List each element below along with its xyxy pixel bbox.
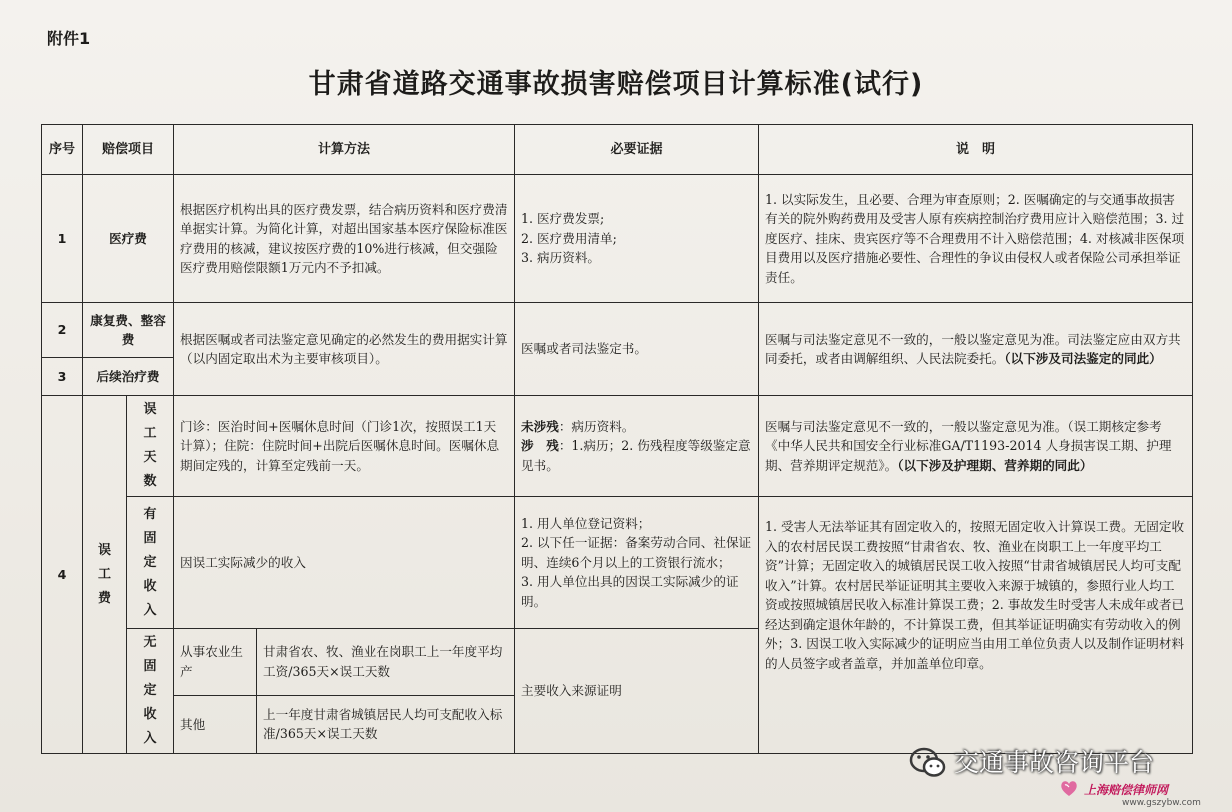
row4-item [83,396,127,754]
row1-method: 根据医疗机构出具的医疗费发票，结合病历资料和医疗费清单据实计算。为简化计算，对超出国家基本医疗保险标准医疗费用的核减，建议按医疗费的10%进行核减，但交强险医疗费用赔偿限额1万元内不予扣减。 [174,175,515,303]
row4-nonfixed-evidence: 主要收入来源证明 [515,629,759,754]
wechat-icon [908,743,948,783]
heart-logo-icon [1058,777,1080,799]
row4-sub2-method: 上一年度甘肃省城镇居民人均可支配收入标准/365天×误工天数 [257,695,515,753]
table-row [42,175,1193,303]
row2-evidence: 医嘱或者司法鉴定书。 [515,303,759,396]
row4-days-method: 门诊：医治时间+医嘱休息时间（门诊1次，按照误工1天计算）；住院：住院时间+出院后医嘱休息时间。医嘱休息期间定残的，计算至定残前一天。 [174,396,515,497]
row4-item-label: 误 工 费 [97,542,111,606]
row3-item: 后续治疗费 [83,358,174,396]
header-no: 序号 [42,125,83,175]
row4-fixed-method: 因误工实际减少的收入 [174,497,515,629]
fixed-label-text: 有 固 定 收 入 [143,506,157,618]
header-evidence: 必要证据 [515,125,759,175]
table-header-row [42,125,1193,175]
header-note: 说 明 [759,125,1193,175]
watermark [908,733,1228,809]
row4-sub1-label: 从事农业生产 [174,629,257,696]
row4-fixed-note: 1. 受害人无法举证其有固定收入的，按照无固定收入计算误工费。无固定收入的农村居民误工费按照“甘肃省农、牧、渔业在岗职工上一年度平均工资”计算；无固定收入的城镇居民误工收入按照“甘肃省城镇居民人均可支配收入”计算。农村居民举证证明其主要收入来源于城镇的，参照行业人均工资或按照城镇居民收入标准计算误工费；2. 事故发生时受害人未成年或者已经达到确定退休年龄的，不计算误工费，但其举证证明确实有劳动收入的例外；3. 因误工收入实际减少的证明应当由用工单位负责人以及制作证明材料的人员签字或者盖章，并加盖单位印章。 [759,497,1193,754]
row2-note [759,303,1193,396]
row4-sub2-label: 其他 [174,695,257,753]
evidence-line-1 [521,417,752,437]
row4-fixed-label [127,497,174,629]
row4-fixed-evidence: 1. 用人单位登记资料； 2. 以下任一证据：备案劳动合同、社保证明、连续6个月以上的工资银行流水； 3. 用人单位出具的因误工实际减少的证明。 [515,497,759,629]
watermark-url: www.gszybw.com [1122,798,1201,808]
row2-no: 2 [42,303,83,358]
days-note-main: 医嘱与司法鉴定意见不一致的，一般以鉴定意见为准。（误工期核定参考《中华人民共和国安全行业标准GA/T1193-2014 人身损害误工期、护理期、营养期评定规范》。 [765,418,1172,473]
days-label-text: 误 工 天 数 [143,402,157,489]
row1-evidence: 1. 医疗费发票; 2. 医疗费用清单; 3. 病历资料。 [515,175,759,303]
row4-days-evidence [515,396,759,497]
row4-no: 4 [42,396,83,754]
watermark-sub: 上海赔偿律师网 [1084,783,1169,797]
attachment-label: 附件1 [47,29,91,48]
header-method: 计算方法 [174,125,515,175]
page-title: 甘肃省道路交通事故损害赔偿项目计算标准(试行) [308,69,924,100]
evidence-line-2-label: 涉 残 [521,438,559,454]
row2-item: 康复费、整容费 [83,303,174,358]
evidence-line-1-text: ：病历资料。 [558,418,635,434]
table-row [42,303,1193,358]
row4-nonfixed-label [127,629,174,754]
evidence-line-1-label: 未涉残 [521,418,559,434]
nonfixed-label-text: 无 固 定 收 入 [143,635,157,746]
evidence-line-2-text: ：1.病历；2. 伤残程度等级鉴定意见书。 [521,438,751,473]
row4-sub1-method: 甘肃省农、牧、渔业在岗职工上一年度平均工资/365天×误工天数 [257,629,515,696]
compensation-table [41,124,1193,754]
table-row [42,396,1193,497]
row1-note: 1. 以实际发生，且必要、合理为审查原则；2. 医嘱确定的与交通事故损害有关的院外购药费用及受害人原有疾病控制治疗费用应计入赔偿范围；3. 过度医疗、挂床、贵宾医疗等不合理费用不计入赔偿范围；4. 对核减非医保项目费用以及医疗措施必要性、合理性的争议由侵权人或者保险公司承担举证责任。 [759,175,1193,303]
days-note-bold: （以下涉及护理期、营养期的同此） [897,457,1093,473]
header-item: 赔偿项目 [83,125,174,175]
row2-note-main: 医嘱与司法鉴定意见不一致的，一般以鉴定意见为准。司法鉴定应由双方共同委托，或者由调解组织、人民法院委托。 [765,331,1181,366]
row3-no: 3 [42,358,83,396]
row4-days-label [127,396,174,497]
row1-item: 医疗费 [83,175,174,303]
row2-method: 根据医嘱或者司法鉴定意见确定的必然发生的费用据实计算（以内固定取出术为主要审核项目）。 [174,303,515,396]
row2-note-bold: （以下涉及司法鉴定的同此） [1004,351,1162,366]
row4-days-note [759,396,1193,497]
table-row [42,497,1193,629]
row1-no: 1 [42,175,83,303]
watermark-text: 交通事故咨询平台 [954,748,1155,777]
evidence-line-2 [521,436,752,475]
